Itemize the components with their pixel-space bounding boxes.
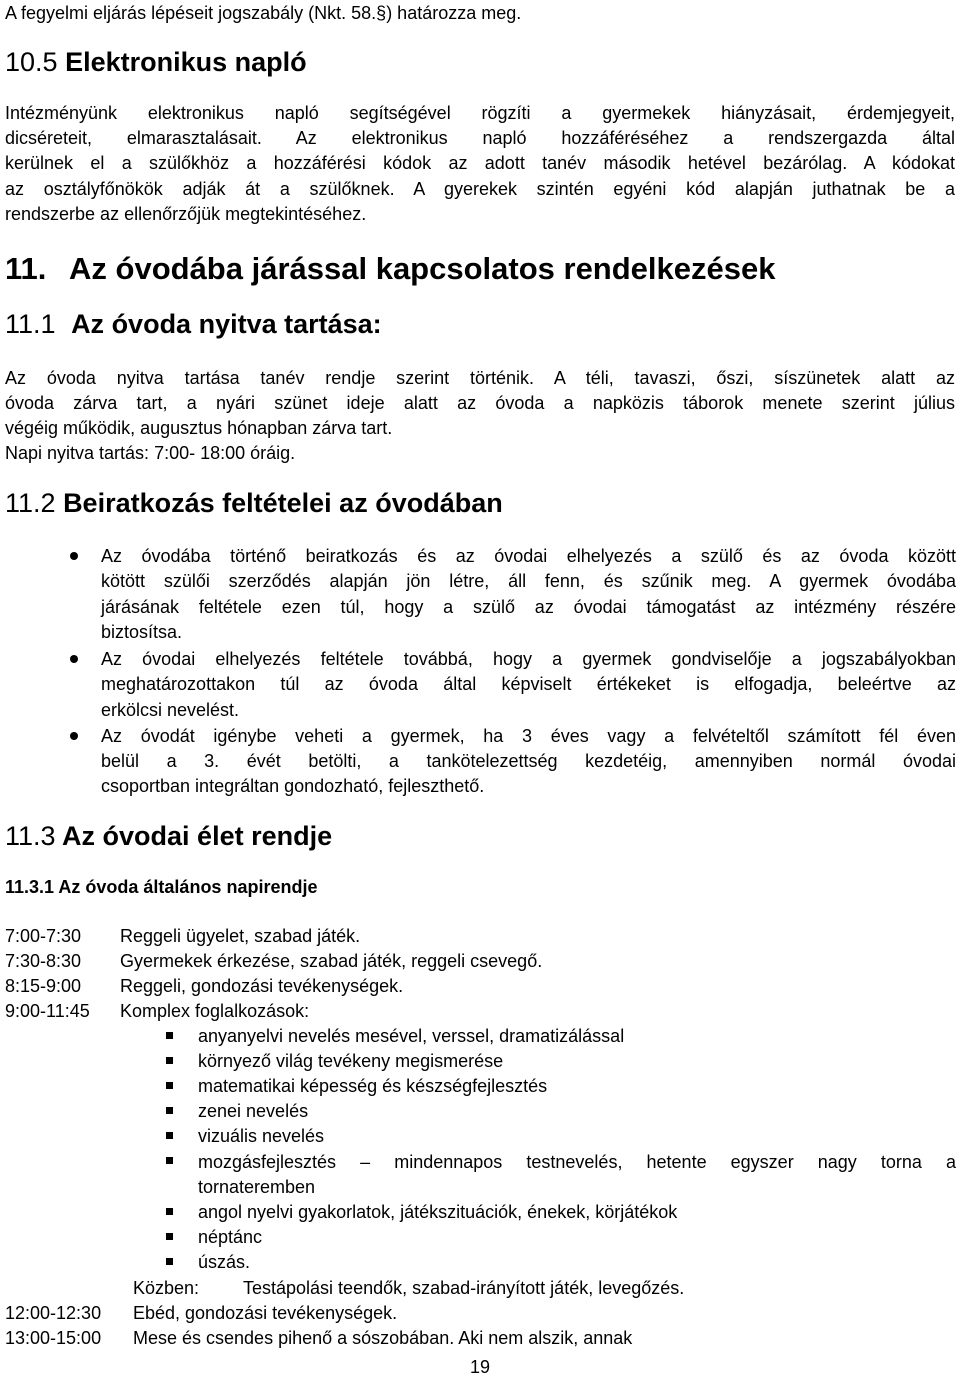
activity-item: anyanyelvi nevelés mesével, verssel, dramatizálással [198,1026,625,1046]
schedule-time: 8:15-9:00 [5,976,82,996]
bullet-dot-icon [70,655,78,663]
square-bullet-icon [166,1032,173,1039]
heading-11-title: Az óvodába járással kapcsolatos rendelkezések [69,251,776,286]
bullet-line: Az óvodát igénybe veheti a gyermek, ha 3 éves vagy a felvételtől számított fél éven [101,726,956,746]
heading-10-5 [5,47,307,78]
schedule-time: 7:00-7:30 [5,926,82,946]
schedule-activity: Gyermekek érkezése, szabad játék, reggeli csevegő. [120,951,543,971]
activity-item: úszás. [198,1252,251,1272]
activity-item: vizuális nevelés [198,1126,325,1146]
bullet-line: Az óvodai elhelyezés feltétele továbbá, hogy a gyermek gondviselője a jogszabályokban [101,649,956,669]
intro-line: A fegyelmi eljárás lépéseit jogszabály (Nkt. 58.§) határozza meg. [5,3,522,23]
heading-11-1 [5,309,382,340]
heading-11-3-1-number: 11.3.1 [5,877,55,897]
heading-10-5-title: Elektronikus napló [65,47,307,77]
bullet-line: meghatározottakon túl az óvoda által képviselt értékeket is elfogadja, beleértve az [101,674,956,694]
heading-11-number: 11. [5,251,47,286]
schedule-activity: Mese és csendes pihenő a sószobában. Aki nem alszik, annak [133,1328,633,1348]
square-bullet-icon [166,1258,173,1265]
bullet-dot-icon [70,552,78,560]
bullet-dot-icon [70,732,78,740]
square-bullet-icon [166,1057,173,1064]
bullet-line: belül a 3. évét betölti, a tankötelezettség kezdetéig, amennyiben normál óvodai [101,751,956,771]
heading-11-1-title: Az óvoda nyitva tartása: [71,309,382,339]
schedule-activity: Ebéd, gondozási tevékenységek. [133,1303,398,1323]
square-bullet-icon [166,1208,173,1215]
bullet-line: erkölcsi nevelést. [101,700,240,720]
heading-11 [5,251,775,287]
square-bullet-icon [166,1157,173,1164]
square-bullet-icon [166,1107,173,1114]
paragraph-line: az osztályfőnökök adják át a szülőknek. A gyerekek szintén egyéni kód alapján juthatnak be a [5,179,955,199]
heading-11-2-number: 11.2 [5,488,56,518]
heading-11-2-title: Beiratkozás feltételei az óvodában [63,488,503,518]
paragraph-line: kerülnek el a szülőkhöz a hozzáférési kódok az adott tanév második hetével bezárólag. A kódokat [5,153,955,173]
bullet-line: biztosítsa. [101,622,183,642]
activity-item: matematikai képesség és készségfejlesztés [198,1076,548,1096]
opening-hours: Napi nyitva tartás: 7:00- 18:00 óráig. [5,443,296,463]
activity-item: néptánc [198,1227,263,1247]
activity-item: környező világ tevékeny megismerése [198,1051,504,1071]
bullet-line: Az óvodába történő beiratkozás és az óvodai elhelyezés a szülő és az óvoda között [101,546,956,566]
paragraph-line: óvoda zárva tart, a nyári szünet ideje alatt az óvoda a napközis táborok menete szerint július [5,393,955,413]
schedule-activity: Komplex foglalkozások: [120,1001,310,1021]
bullet-line: csoportban integráltan gondozható, fejleszthető. [101,776,485,796]
bullet-line: kötött szülői szerződés alapján jön létre, áll fenn, és szűnik meg. A gyermek óvodába [101,571,956,591]
heading-10-5-number: 10.5 [5,47,58,77]
activity-item: mozgásfejlesztés – mindennapos testnevelés, hetente egyszer nagy torna a [198,1152,956,1172]
schedule-activity: Reggeli, gondozási tevékenységek. [120,976,404,996]
heading-11-3-1-title: Az óvoda általános napirendje [58,877,318,897]
bullet-line: járásának feltétele ezen túl, hogy a szülő az óvodai támogatást az intézmény részére [101,597,956,617]
heading-11-1-number: 11.1 [5,309,56,339]
heading-11-3-number: 11.3 [5,821,56,851]
activity-item-continued: tornateremben [198,1177,316,1197]
schedule-time: 13:00-15:00 [5,1328,102,1348]
meanwhile-text: Testápolási teendők, szabad-irányított játék, levegőzés. [243,1278,685,1298]
heading-11-3-title: Az óvodai élet rendje [62,821,333,851]
paragraph-line: Az óvoda nyitva tartása tanév rendje szerint történik. A téli, tavaszi, őszi, síszünetek alatt az [5,368,955,388]
schedule-time: 12:00-12:30 [5,1303,102,1323]
heading-11-2 [5,488,503,519]
activity-item: angol nyelvi gyakorlatok, játékszituációk, énekek, körjátékok [198,1202,678,1222]
schedule-time: 7:30-8:30 [5,951,82,971]
schedule-activity: Reggeli ügyelet, szabad játék. [120,926,361,946]
paragraph-line: Intézményünk elektronikus napló segítségével rögzíti a gyermekek hiányzásait, érdemjegyeit, [5,103,955,123]
heading-11-3-1 [5,877,317,898]
schedule-time: 9:00-11:45 [5,1001,90,1021]
paragraph-line: rendszerbe az ellenőrzőjük megtekintéséhez. [5,204,367,224]
page-number: 19 [469,1357,491,1377]
paragraph-line: végéig működik, augusztus hónapban zárva tart. [5,418,393,438]
activity-item: zenei nevelés [198,1101,309,1121]
meanwhile-label: Közben: [133,1278,200,1298]
square-bullet-icon [166,1082,173,1089]
square-bullet-icon [166,1132,173,1139]
heading-11-3 [5,821,332,852]
paragraph-line: dicséreteit, elmarasztalásait. Az elektronikus napló hozzáféréséhez a rendszergazda által [5,128,955,148]
square-bullet-icon [166,1233,173,1240]
